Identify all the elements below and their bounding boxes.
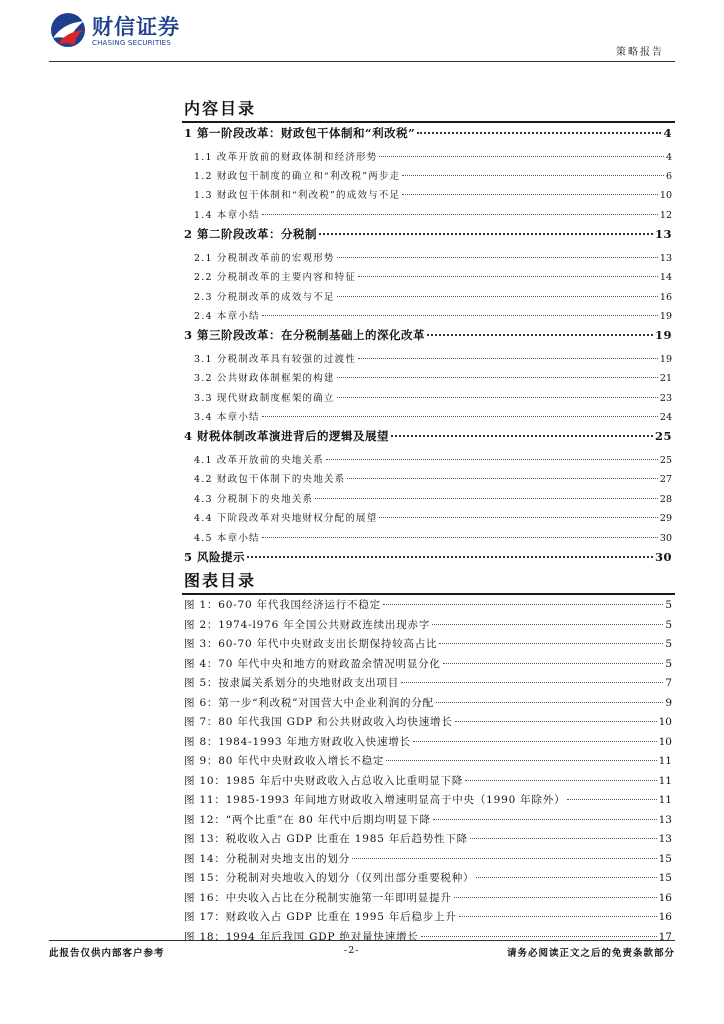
toc-section-entry[interactable] — [184, 530, 672, 549]
entry-label: 图 18：1994 年后我国 GDP 绝对量快速增长 — [184, 930, 419, 943]
dot-leader — [454, 897, 657, 898]
entry-label: 图 16：中央收入占比在分税制实施第一年即明显提升 — [184, 891, 452, 904]
dot-leader — [358, 358, 658, 359]
entry-label: 1.2 财政包干制度的确立和“利改税”两步走 — [194, 170, 401, 182]
dot-leader — [436, 702, 663, 703]
toc-chapter-entry[interactable] — [184, 428, 672, 452]
footer-disclaimer-right: 请务必阅读正文之后的免责条款部分 — [506, 948, 675, 959]
entry-page-number: 15 — [658, 872, 672, 884]
entry-page-number: 13 — [658, 813, 672, 826]
entry-page-number: 12 — [659, 209, 672, 221]
dot-leader — [262, 214, 658, 215]
dot-leader — [386, 760, 656, 761]
entry-label: 2.2 分税制改革的主要内容和特征 — [194, 272, 357, 284]
dot-leader — [402, 175, 664, 176]
figure-entry[interactable] — [184, 636, 672, 656]
dot-leader — [337, 296, 658, 297]
entry-page-number: 5 — [665, 618, 672, 631]
entry-label: 图 1：60-70 年代我国经济运行不稳定 — [184, 599, 381, 611]
toc-chapter-entry[interactable] — [184, 226, 672, 250]
logo-chinese-name: 财信证券 — [92, 15, 180, 39]
figure-entry[interactable] — [184, 675, 672, 695]
toc-section-entry[interactable] — [184, 289, 672, 308]
dot-leader — [379, 517, 657, 518]
toc-section-entry[interactable] — [184, 187, 672, 206]
dot-leader — [319, 233, 653, 235]
entry-page-number: 19 — [654, 328, 672, 343]
entry-label: 1.3 财政包干体制和“利改税”的成效与不足 — [194, 190, 401, 202]
toc-section-entry[interactable] — [184, 471, 672, 490]
entry-page-number: 9 — [665, 696, 672, 709]
entry-label: 图 12：“两个比重”在 80 年代中后期均明显下降 — [184, 813, 431, 826]
entry-label: 图 10：1985 年后中央财政收入占总收入比重明显下降 — [184, 774, 464, 787]
entry-page-number: 11 — [658, 774, 672, 787]
entry-page-number: 29 — [659, 513, 672, 525]
entry-page-number: 15 — [658, 852, 672, 865]
dot-leader — [443, 663, 664, 664]
entry-page-number: 16 — [659, 291, 672, 303]
entry-page-number: 27 — [659, 474, 672, 486]
entry-page-number: 13 — [659, 252, 672, 264]
entry-label: 图 13：税收收入占 GDP 比重在 1985 年后趋势性下降 — [184, 833, 468, 845]
entry-label: 图 9：80 年代中央财政收入增长不稳定 — [184, 755, 385, 767]
toc-section-entry[interactable] — [184, 351, 672, 370]
table-of-contents — [184, 125, 672, 573]
page-number: -2- — [344, 945, 360, 956]
figure-entry[interactable] — [184, 870, 672, 890]
entry-page-number: 4 — [663, 126, 672, 140]
dot-leader — [402, 194, 658, 195]
dot-leader — [459, 916, 657, 917]
entry-label: 图 6：第一步“利改税”对国营大中企业利润的分配 — [184, 696, 434, 709]
figures-title-rule — [182, 593, 675, 595]
dot-leader — [470, 838, 657, 839]
toc-section-entry[interactable] — [184, 149, 672, 168]
entry-page-number: 16 — [658, 891, 672, 904]
entry-page-number: 25 — [654, 429, 672, 444]
entry-label: 4 财税体制改革演进背后的逻辑及展望 — [184, 429, 390, 444]
figure-entry[interactable] — [184, 753, 672, 773]
figure-entry[interactable] — [184, 617, 672, 637]
figure-entry[interactable] — [184, 734, 672, 754]
dot-leader — [421, 936, 657, 937]
entry-label: 5 风险提示 — [184, 550, 246, 565]
toc-chapter-entry[interactable] — [184, 125, 672, 149]
dot-leader — [347, 478, 658, 479]
toc-chapter-entry[interactable] — [184, 327, 672, 351]
dot-leader — [326, 459, 658, 460]
figure-entry[interactable] — [184, 695, 672, 715]
entry-label: 4.5 本章小结 — [194, 532, 260, 544]
figure-entry[interactable] — [184, 773, 672, 793]
dot-leader — [432, 624, 663, 625]
entry-page-number: 11 — [658, 755, 672, 767]
entry-label: 图 2：1974-l976 年全国公共财政连续出现赤字 — [184, 618, 431, 631]
entry-page-number: 7 — [665, 677, 672, 689]
dot-leader — [262, 537, 658, 538]
entry-page-number: 30 — [659, 532, 672, 544]
dot-leader — [401, 682, 663, 683]
entry-page-number: 30 — [654, 550, 672, 565]
entry-label: 1.1 改革开放前的财政体制和经济形势 — [194, 151, 378, 163]
figure-entry[interactable] — [184, 851, 672, 871]
dot-leader — [417, 132, 661, 134]
entry-label: 图 5：按隶属关系划分的央地财政支出项目 — [184, 677, 400, 689]
figure-entry[interactable] — [184, 597, 672, 617]
entry-label: 1.4 本章小结 — [194, 209, 260, 221]
entry-page-number: 5 — [665, 657, 672, 670]
entry-label: 4.1 改革开放前的央地关系 — [194, 455, 324, 467]
toc-section-entry[interactable] — [184, 308, 672, 327]
entry-label: 4.2 财政包干体制下的央地关系 — [194, 474, 346, 486]
dot-leader — [262, 416, 658, 417]
dot-leader — [337, 397, 658, 398]
dot-leader — [247, 556, 653, 558]
footer-divider — [49, 940, 675, 941]
dot-leader — [262, 315, 658, 316]
figure-entry[interactable] — [184, 831, 672, 851]
entry-label: 2.3 分税制改革的成效与不足 — [194, 291, 335, 303]
entry-page-number: 17 — [658, 930, 672, 943]
toc-section-entry[interactable] — [184, 390, 672, 409]
toc-section-entry[interactable] — [184, 409, 672, 428]
dot-leader — [337, 377, 658, 378]
toc-section-entry[interactable] — [184, 510, 672, 529]
dot-leader — [455, 721, 657, 722]
entry-label: 图 11：1985-1993 年间地方财政收入增速明显高于中央（1990 年除外） — [184, 794, 566, 806]
dot-leader — [352, 858, 657, 859]
figure-entry[interactable] — [184, 890, 672, 910]
figure-entry[interactable] — [184, 909, 672, 929]
entry-label: 1 第一阶段改革：财政包干体制和“利改税” — [184, 126, 416, 140]
toc-section-entry[interactable] — [184, 491, 672, 510]
toc-chapter-entry[interactable] — [184, 549, 672, 573]
entry-label: 3.2 公共财政体制框架的构建 — [194, 373, 335, 385]
figure-entry[interactable] — [184, 812, 672, 832]
header-divider — [49, 61, 675, 62]
entry-label: 3.4 本章小结 — [194, 412, 260, 424]
entry-label: 4.4 下阶段改革对央地财权分配的展望 — [194, 513, 378, 525]
dot-leader — [427, 334, 653, 336]
dot-leader — [337, 257, 658, 258]
entry-page-number: 13 — [658, 833, 672, 845]
entry-page-number: 4 — [665, 151, 672, 163]
dot-leader — [465, 780, 656, 781]
entry-page-number: 19 — [659, 353, 672, 365]
entry-page-number: 14 — [659, 272, 672, 284]
dot-leader — [391, 435, 653, 437]
entry-page-number: 11 — [658, 794, 672, 806]
entry-label: 3 第三阶段改革：在分税制基础上的深化改革 — [184, 328, 426, 343]
entry-page-number: 6 — [665, 170, 672, 182]
footer-disclaimer-left: 此报告仅供内部客户参考 — [49, 948, 165, 959]
entry-label: 2.4 本章小结 — [194, 310, 260, 322]
dot-leader — [433, 819, 657, 820]
entry-label: 图 7：80 年代我国 GDP 和公共财政收入均快速增长 — [184, 716, 453, 728]
dot-leader — [439, 643, 663, 644]
entry-page-number: 10 — [659, 190, 672, 202]
dot-leader — [476, 877, 656, 878]
entry-label: 图 8：1984-1993 年地方财政收入快速增长 — [184, 735, 411, 748]
entry-page-number: 28 — [659, 493, 672, 505]
dot-leader — [567, 799, 656, 800]
figure-entry[interactable] — [184, 792, 672, 812]
entry-page-number: 5 — [665, 599, 672, 611]
toc-section-entry[interactable] — [184, 207, 672, 226]
toc-section-entry[interactable] — [184, 168, 672, 187]
dot-leader — [413, 741, 657, 742]
figure-entry[interactable] — [184, 656, 672, 676]
entry-label: 4.3 分税制下的央地关系 — [194, 493, 314, 505]
toc-section-entry[interactable] — [184, 370, 672, 389]
entry-label: 图 4：70 年代中央和地方的财政盈余情况明显分化 — [184, 657, 441, 670]
toc-section-entry[interactable] — [184, 269, 672, 288]
company-logo-icon — [49, 11, 87, 49]
dot-leader — [379, 156, 664, 157]
contents-title-rule — [182, 121, 675, 123]
entry-page-number: 23 — [659, 392, 672, 404]
entry-label: 3.1 分税制改革具有较强的过渡性 — [194, 353, 357, 365]
dot-leader — [358, 276, 658, 277]
entry-label: 3.3 现代财政制度框架的确立 — [194, 392, 335, 404]
toc-section-entry[interactable] — [184, 452, 672, 471]
entry-page-number: 19 — [659, 310, 672, 322]
entry-label: 图 3：60-70 年代中央财政支出长期保持较高占比 — [184, 638, 438, 650]
entry-page-number: 10 — [658, 716, 672, 728]
entry-label: 图 17：财政收入占 GDP 比重在 1995 年后稳步上升 — [184, 911, 457, 923]
entry-page-number: 21 — [659, 373, 672, 385]
dot-leader — [383, 604, 663, 605]
page-header — [0, 0, 724, 64]
report-type-label: 策略报告 — [616, 47, 664, 58]
entry-page-number: 13 — [654, 227, 672, 242]
logo-english-name: CHASING SECURITIES — [92, 39, 171, 47]
entry-page-number: 25 — [659, 455, 672, 467]
entry-label: 2 第二阶段改革：分税制 — [184, 227, 318, 242]
contents-title: 内容目录 — [184, 99, 257, 118]
figure-list — [184, 597, 672, 948]
figure-entry[interactable] — [184, 714, 672, 734]
entry-page-number: 24 — [659, 412, 672, 424]
entry-page-number: 10 — [658, 735, 672, 748]
dot-leader — [315, 498, 658, 499]
figures-title: 图表目录 — [184, 571, 257, 590]
entry-label: 图 15：分税制对央地收入的划分（仅列出部分重要税种） — [184, 872, 475, 884]
toc-section-entry[interactable] — [184, 250, 672, 269]
entry-page-number: 5 — [665, 638, 672, 650]
entry-page-number: 16 — [658, 911, 672, 923]
entry-label: 2.1 分税制改革前的宏观形势 — [194, 252, 335, 264]
entry-label: 图 14：分税制对央地支出的划分 — [184, 852, 350, 865]
